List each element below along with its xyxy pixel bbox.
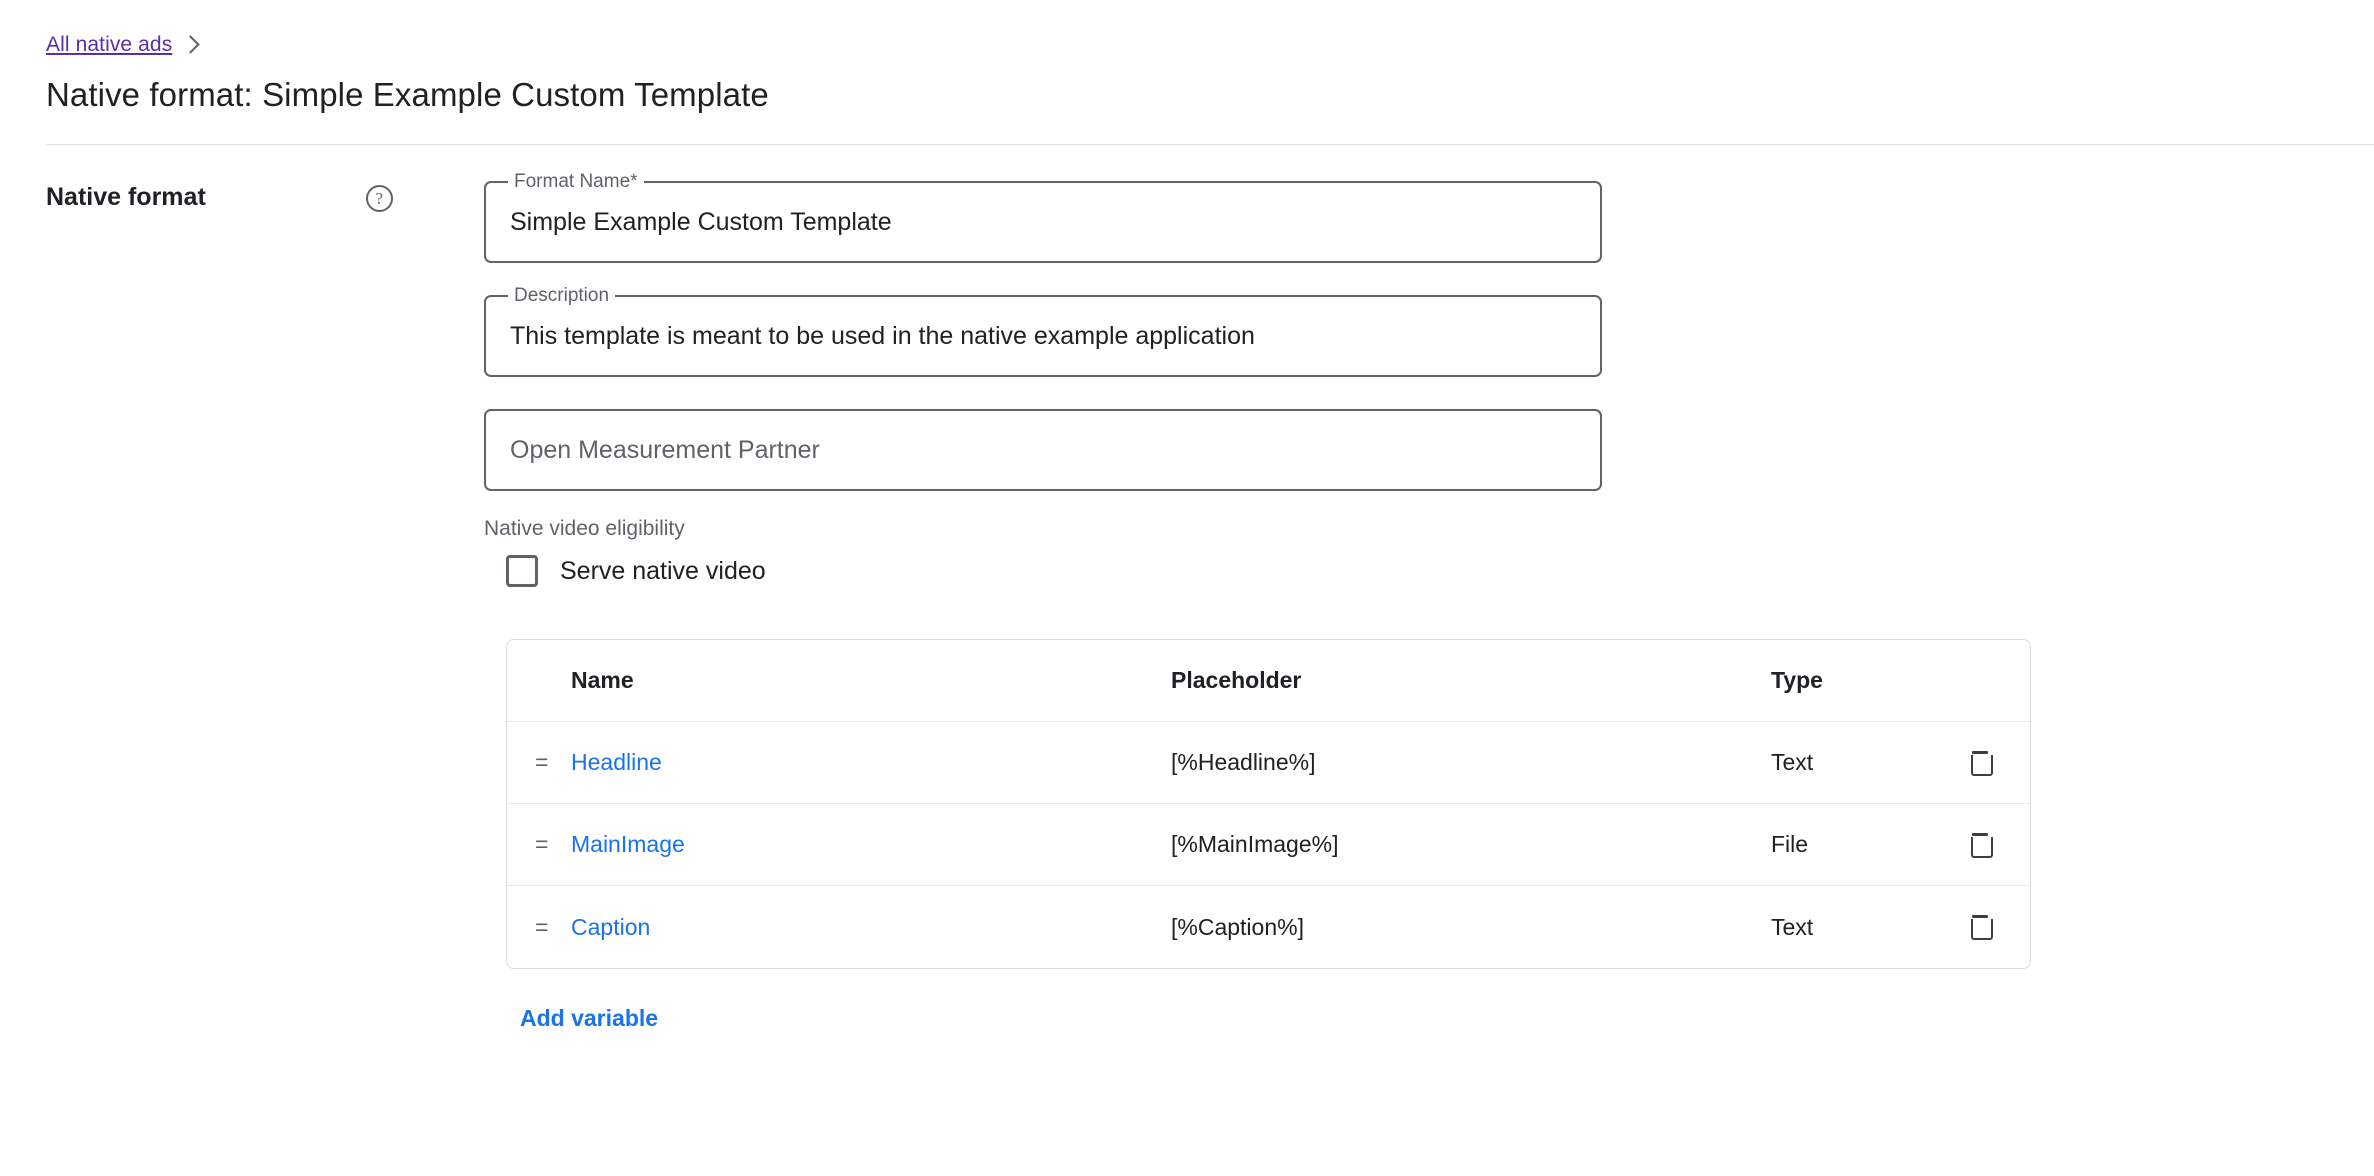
section-title-native-format: Native format xyxy=(46,183,206,211)
table-row xyxy=(507,722,2030,804)
trash-icon[interactable] xyxy=(1969,915,1991,939)
drag-handle-icon[interactable]: = xyxy=(535,749,548,775)
description-field[interactable] xyxy=(484,285,1602,377)
format-name-field[interactable] xyxy=(484,171,1602,263)
variable-type: Text xyxy=(1771,913,1814,940)
serve-native-video-row[interactable] xyxy=(506,555,2374,587)
add-variable-button[interactable]: Add variable xyxy=(520,1005,659,1031)
breadcrumb-link-all-native-ads[interactable]: All native ads xyxy=(46,33,173,56)
table-row xyxy=(507,804,2030,886)
column-header-name: Name xyxy=(571,667,634,693)
trash-icon[interactable] xyxy=(1969,751,1991,775)
drag-handle-icon[interactable]: = xyxy=(535,913,548,940)
variable-placeholder: [%MainImage%] xyxy=(1171,831,1339,857)
native-video-eligibility-label: Native video eligibility xyxy=(484,517,685,540)
format-name-input[interactable] xyxy=(510,208,1576,237)
open-measurement-partner-field[interactable] xyxy=(484,409,1602,491)
page-title: Native format: Simple Example Custom Template xyxy=(46,76,769,113)
serve-native-video-checkbox[interactable] xyxy=(506,555,538,587)
variable-name-link[interactable]: Headline xyxy=(571,749,662,775)
variable-type: Text xyxy=(1771,749,1814,775)
variable-name-link[interactable]: MainImage xyxy=(571,831,685,857)
drag-handle-icon[interactable]: = xyxy=(535,831,548,857)
variable-type: File xyxy=(1771,831,1809,857)
description-input[interactable] xyxy=(510,322,1576,351)
trash-icon[interactable] xyxy=(1969,833,1991,857)
format-name-label: Format Name* xyxy=(508,172,644,192)
chevron-right-icon xyxy=(182,35,200,53)
column-header-placeholder: Placeholder xyxy=(1171,667,1302,693)
serve-native-video-label: Serve native video xyxy=(560,556,766,585)
table-row xyxy=(507,886,2030,968)
breadcrumb xyxy=(46,30,2374,60)
variable-placeholder: [%Headline%] xyxy=(1171,749,1316,775)
table-header-row xyxy=(507,640,2030,722)
variable-name-link[interactable]: Caption xyxy=(571,913,651,940)
page-header xyxy=(0,0,2374,145)
column-header-type: Type xyxy=(1771,667,1823,693)
description-label: Description xyxy=(508,286,615,306)
help-circle-icon[interactable]: ? xyxy=(366,185,393,212)
variable-placeholder: [%Caption%] xyxy=(1171,913,1304,940)
form-column xyxy=(440,171,2374,1032)
variables-table xyxy=(506,639,2031,969)
open-measurement-partner-input[interactable] xyxy=(510,436,1576,465)
main-content xyxy=(0,145,2374,1032)
section-label-column xyxy=(0,181,440,1032)
